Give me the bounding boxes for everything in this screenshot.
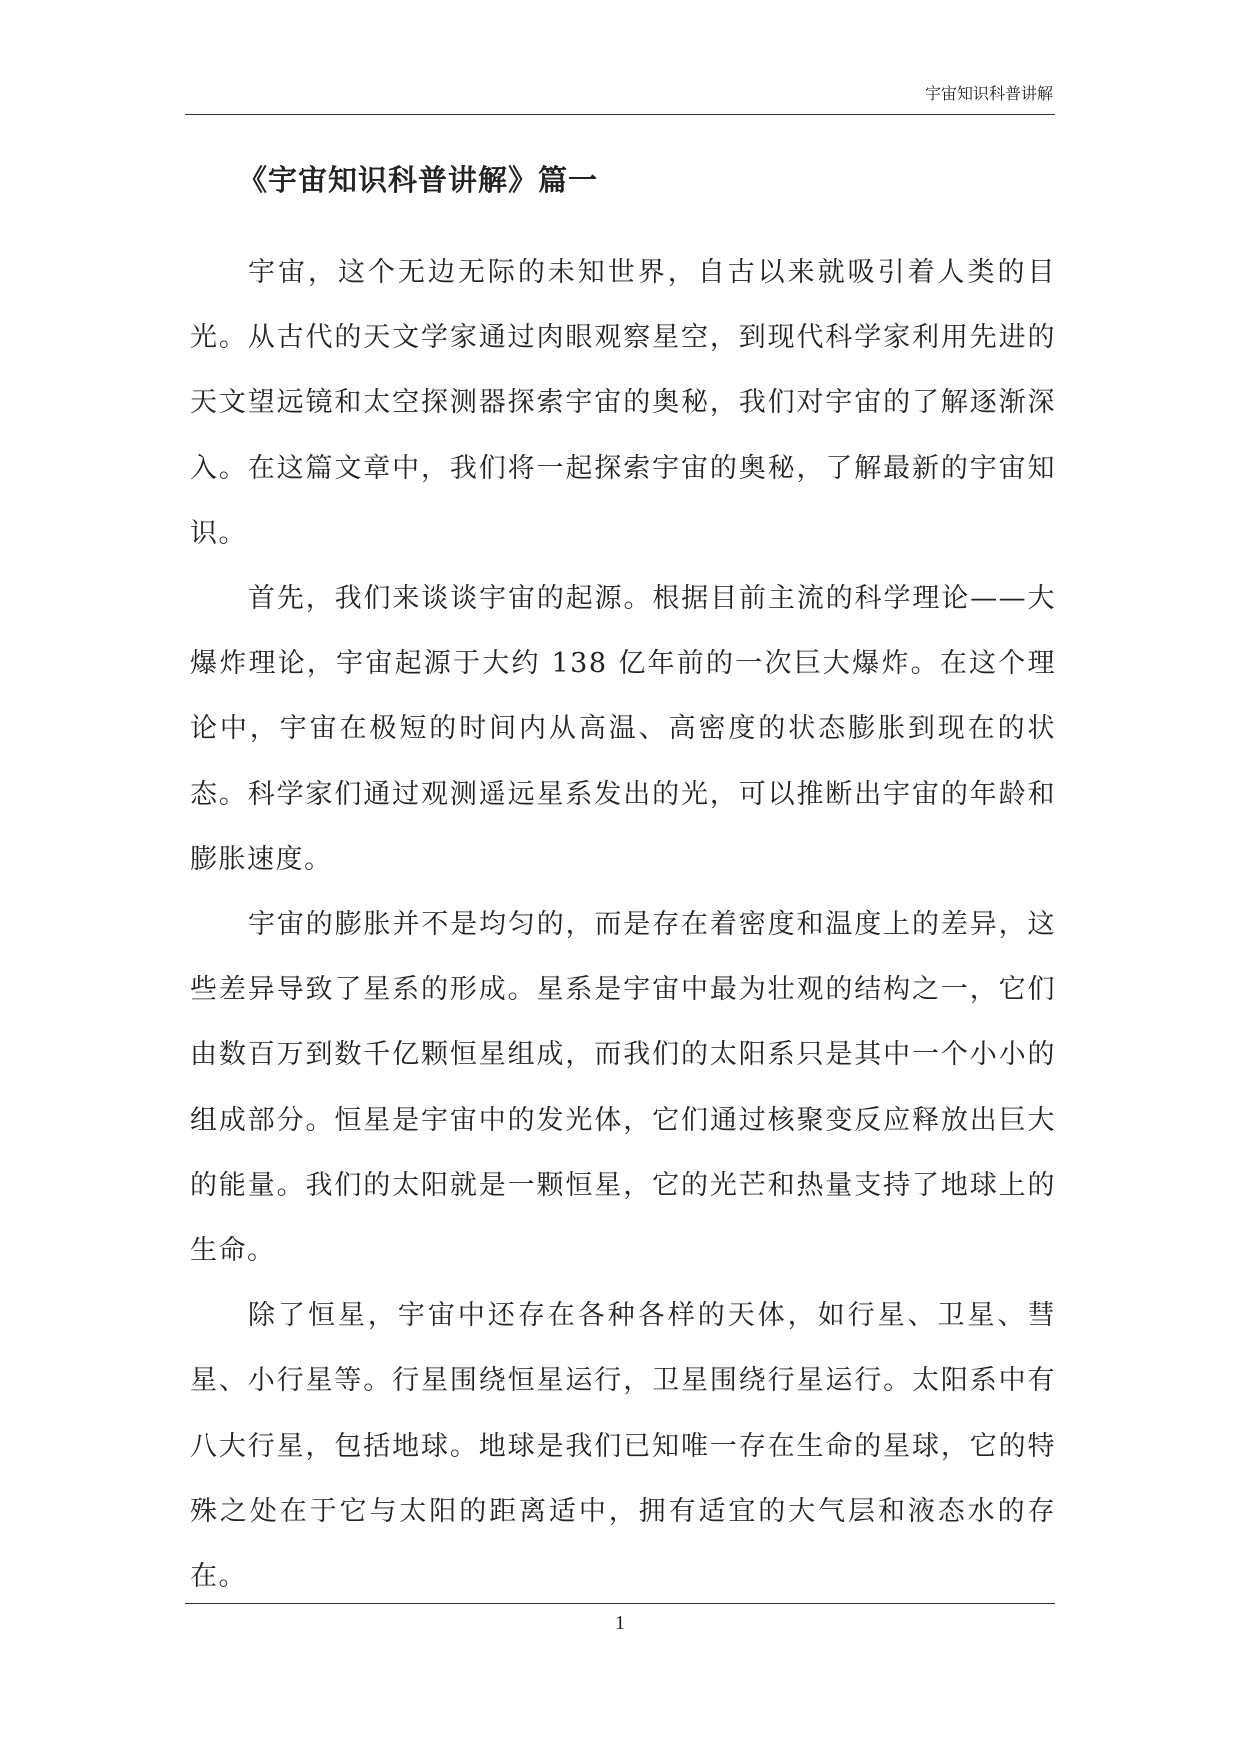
page-header <box>185 84 1055 115</box>
paragraph: 宇宙的膨胀并不是均匀的，而是存在着密度和温度上的差异，这些差异导致了星系的形成。星系是宇宙中最为壮观的结构之一，它们由数百万到数千亿颗恒星组成，而我们的太阳系只是其中一个小小的组成部分。恒星是宇宙中的发光体，它们通过核聚变反应释放出巨大的能量。我们的太阳就是一颗恒星，它的光芒和热量支持了地球上的生命。 <box>190 909 1056 1267</box>
running-header-title: 宇宙知识科普讲解 <box>924 84 1053 103</box>
page-footer <box>185 1603 1055 1635</box>
page-number: 1 <box>615 1612 625 1634</box>
document-title: 《宇宙知识科普讲解》篇一 <box>238 163 599 197</box>
paragraph: 宇宙，这个无边无际的未知世界，自古以来就吸引着人类的目光。从古代的天文学家通过肉眼观察星空，到现代科学家利用先进的天文望远镜和太空探测器探索宇宙的奥秘，我们对宇宙的了解逐渐深入。在这篇文章中，我们将一起探索宇宙的奥秘，了解最新的宇宙知识。 <box>190 257 1056 549</box>
paragraph: 除了恒星，宇宙中还存在各种各样的天体，如行星、卫星、彗星、小行星等。行星围绕恒星运行，卫星围绕行星运行。太阳系中有八大行星，包括地球。地球是我们已知唯一存在生命的星球，它的特殊之处在于它与太阳的距离适中，拥有适宜的大气层和液态水的存在。 <box>190 1300 1056 1593</box>
document-body <box>190 240 1056 1609</box>
paragraph: 首先，我们来谈谈宇宙的起源。根据目前主流的科学理论——大爆炸理论，宇宙起源于大约 138 亿年前的一次巨大爆炸。在这个理论中，宇宙在极短的时间内从高温、高密度的状态膨胀到现在的状态。科学家们通过观测遥远星系发出的光，可以推断出宇宙的年龄和膨胀速度。 <box>190 583 1056 875</box>
